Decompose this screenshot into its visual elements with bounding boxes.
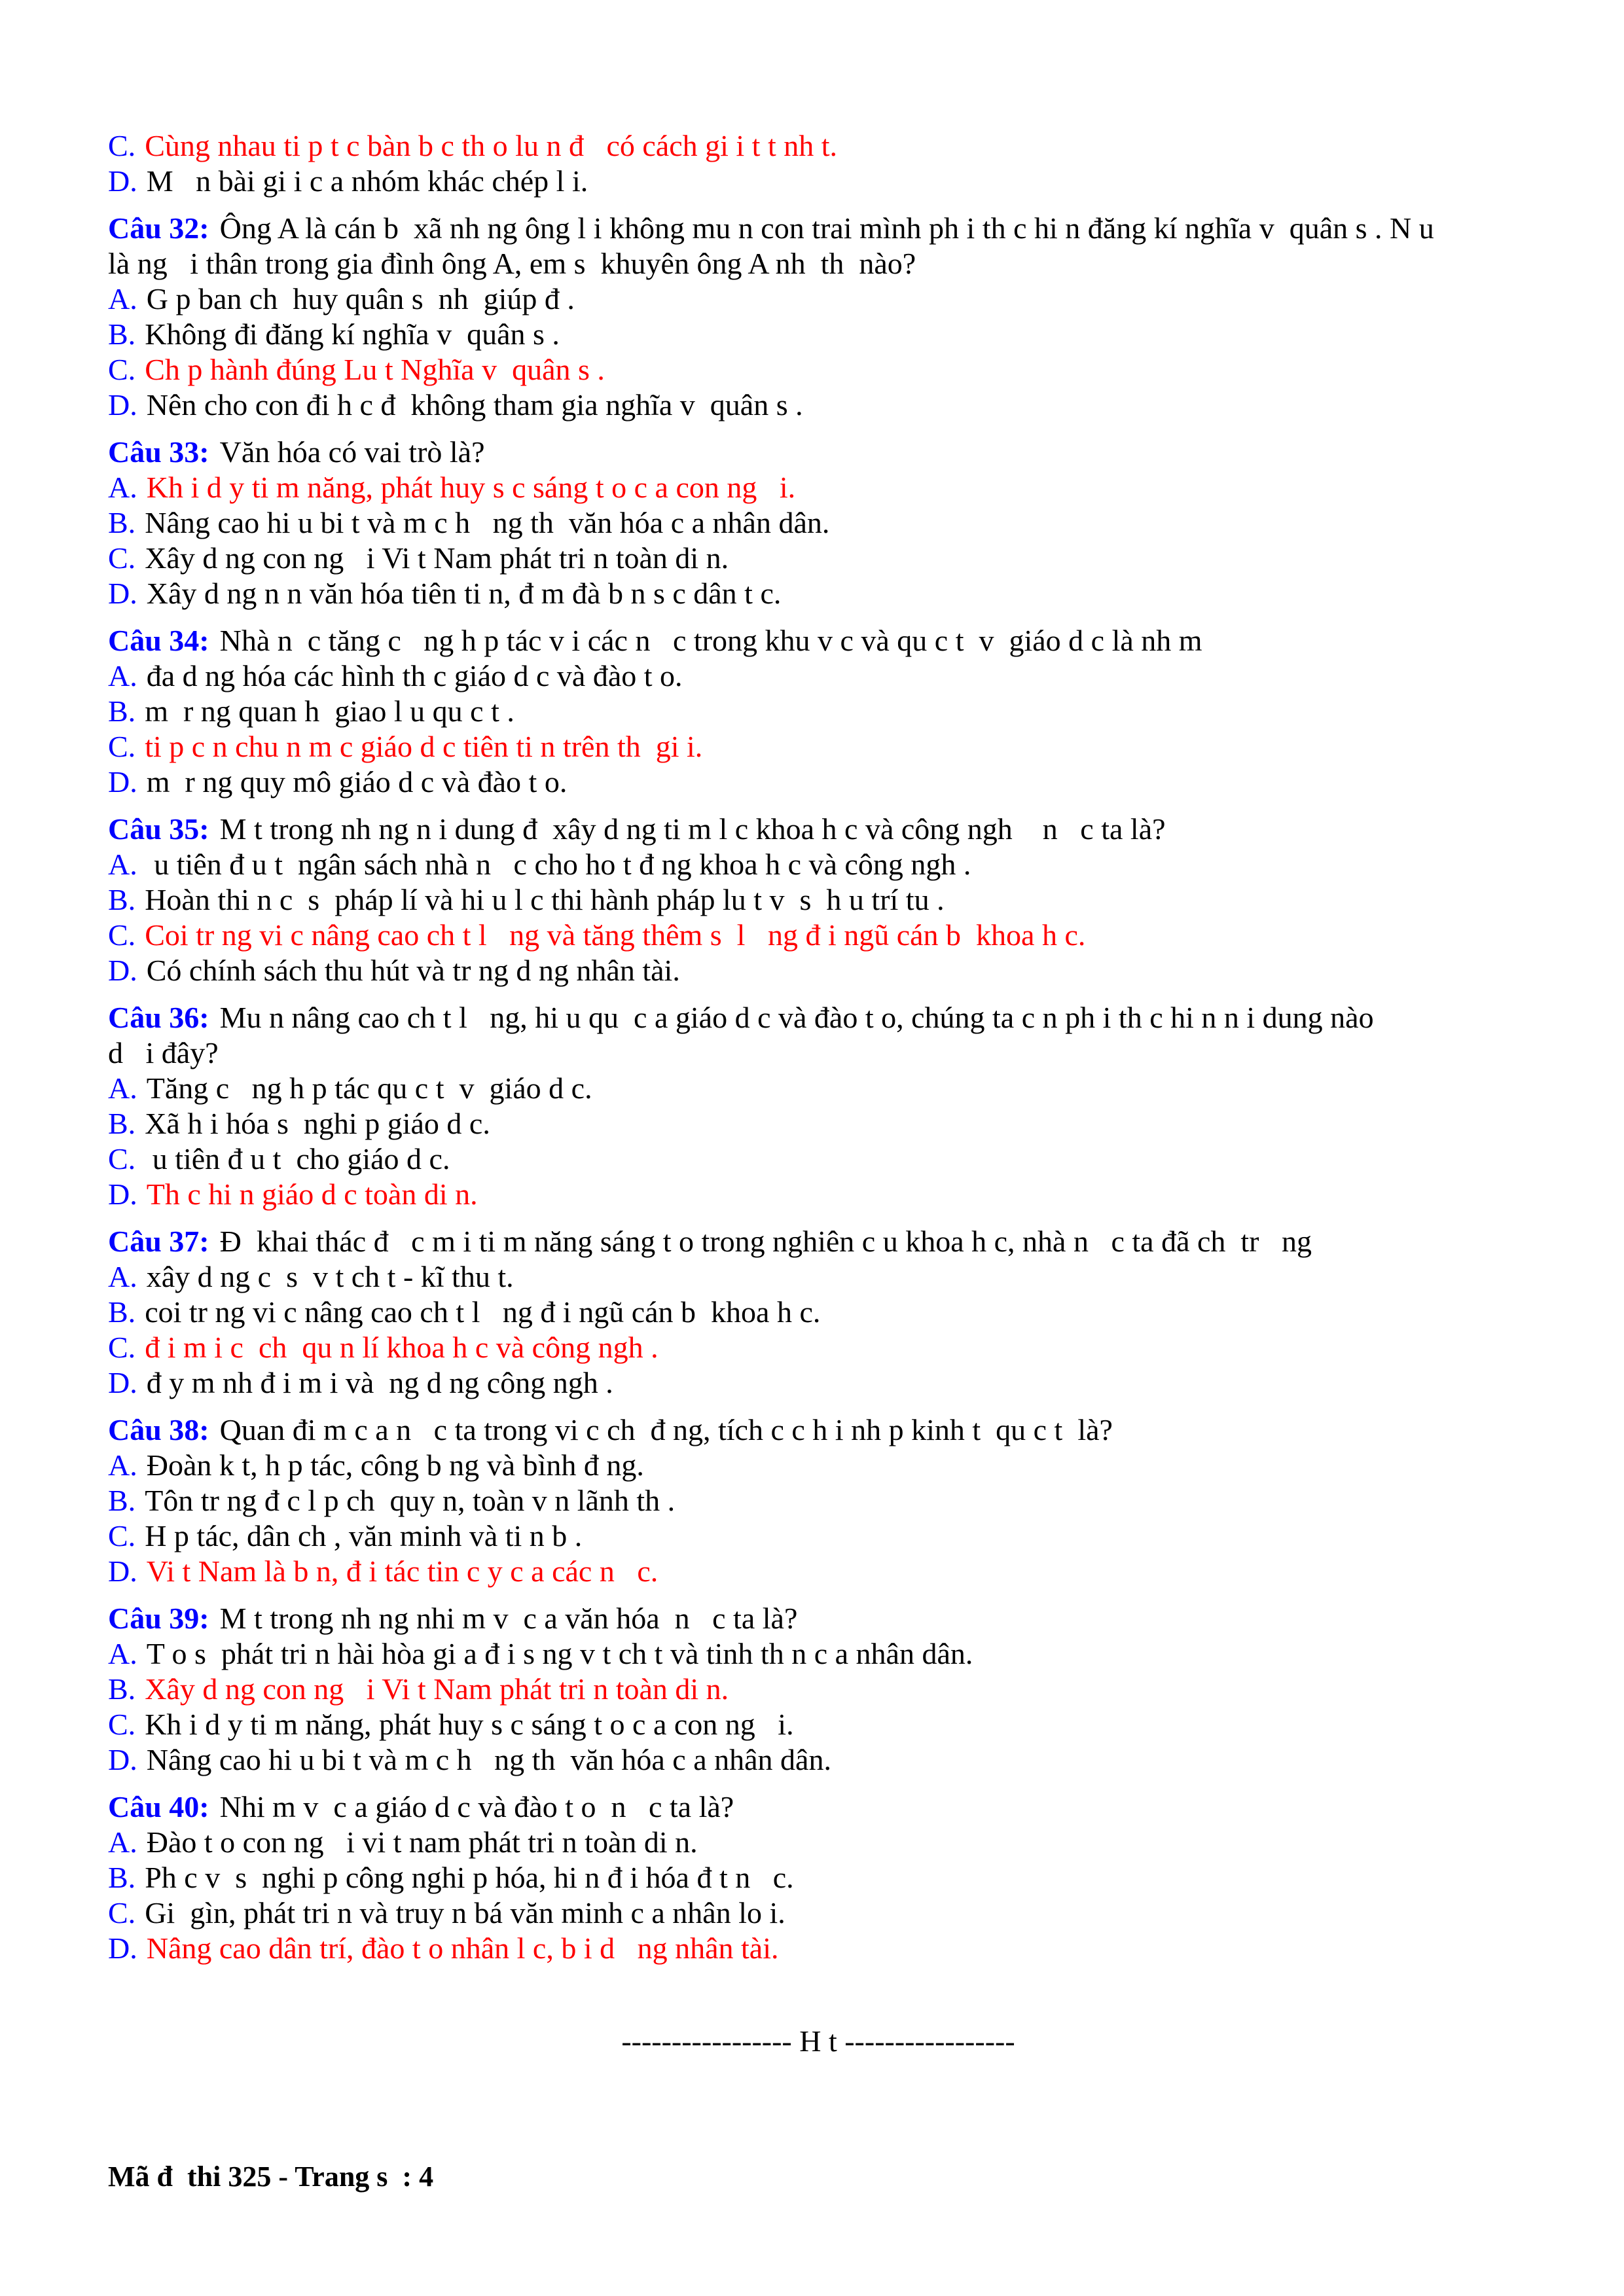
option-row <box>108 317 1528 352</box>
option-text: M n bài gi i c a nhóm khác chép l i. <box>146 164 588 198</box>
question-text-line: Quan đi m c a n c ta trong vi c ch đ ng, tích c c h i nh p kinh t qu c t là? <box>219 1413 1113 1446</box>
option-text: m r ng quy mô giáo d c và đào t o. <box>146 765 568 798</box>
option-row <box>108 387 1528 423</box>
option-row <box>108 1177 1528 1212</box>
option-text: T o s phát tri n hài hòa gi a đ i s ng v t ch t và tinh th n c a nhân dân. <box>146 1637 973 1670</box>
option-text: Đoàn k t, h p tác, công b ng và bình đ ng. <box>146 1448 644 1482</box>
end-separator: ----------------- H t ----------------- <box>621 2024 1015 2058</box>
question-first-line <box>108 812 1528 847</box>
option-text: Xây d ng con ng i Vi t Nam phát tri n toàn di n. <box>145 541 729 575</box>
page-footer: Mã đ thi 325 - Trang s : 4 <box>108 2161 434 2193</box>
option-letter: A. <box>108 1260 137 1293</box>
option-letter: B. <box>108 317 136 351</box>
question-label: Câu 37: <box>108 1225 209 1258</box>
question-first-line <box>108 1789 1528 1825</box>
option-row <box>108 541 1528 576</box>
option-text: coi tr ng vi c nâng cao ch t l ng đ i ngũ cán b khoa h c. <box>145 1295 821 1329</box>
option-letter: C. <box>108 541 136 575</box>
option-letter: B. <box>108 883 136 916</box>
option-text: Th c hi n giáo d c toàn di n. <box>146 1177 478 1211</box>
option-text: Đào t o con ng i vi t nam phát tri n toàn di n. <box>146 1825 698 1859</box>
option-text: G p ban ch huy quân s nh giúp đ . <box>146 282 575 315</box>
option-text: Vi t Nam là b n, đ i tác tin c y c a các n c. <box>146 1554 659 1588</box>
option-text: Nâng cao dân trí, đào t o nhân l c, b i d ng nhân tài. <box>146 1931 779 1965</box>
question-label: Câu 32: <box>108 211 209 245</box>
option-letter: C. <box>108 1708 136 1741</box>
option-text: Có chính sách thu hút và tr ng d ng nhân tài. <box>146 954 680 987</box>
option-row <box>108 164 1528 199</box>
question-label: Câu 35: <box>108 812 209 846</box>
option-text: Kh i d y ti m năng, phát huy s c sáng t o c a con ng i. <box>145 1708 794 1741</box>
question-label: Câu 38: <box>108 1413 209 1446</box>
option-row <box>108 128 1528 164</box>
question-block <box>108 812 1528 988</box>
question-block <box>108 128 1528 199</box>
option-letter: D. <box>108 388 137 422</box>
option-text: Xã h i hóa s nghi p giáo d c. <box>145 1107 490 1140</box>
question-text-line: là ng i thân trong gia đình ông A, em s khuyên ông A nh th nào? <box>108 247 916 280</box>
option-text: ti p c n chu n m c giáo d c tiên ti n trên th gi i. <box>145 730 703 763</box>
option-letter: A. <box>108 659 137 692</box>
option-row <box>108 1259 1528 1295</box>
question-label: Câu 36: <box>108 1001 209 1034</box>
question-text-line: M t trong nh ng n i dung đ xây d ng ti m l c khoa h c và công ngh n c ta là? <box>219 812 1166 846</box>
option-row <box>108 1141 1528 1177</box>
option-text: Nâng cao hi u bi t và m c h ng th văn hóa c a nhân dân. <box>146 1743 831 1776</box>
question-block <box>108 1789 1528 1966</box>
option-letter: A. <box>108 1825 137 1859</box>
question-first-line <box>108 623 1528 658</box>
question-text-line: Văn hóa có vai trò là? <box>219 435 485 469</box>
question-text-line: d i đây? <box>108 1036 219 1069</box>
option-letter: D. <box>108 954 137 987</box>
option-text: Ph c v s nghi p công nghi p hóa, hi n đ i hóa đ t n c. <box>145 1861 794 1894</box>
option-text: Coi tr ng vi c nâng cao ch t l ng và tăng thêm s l ng đ i ngũ cán b khoa h c. <box>145 918 1086 952</box>
option-row <box>108 1295 1528 1330</box>
question-first-line <box>108 1224 1528 1259</box>
option-row <box>108 1448 1528 1483</box>
question-first-line <box>108 435 1528 470</box>
option-row <box>108 1636 1528 1672</box>
question-first-line <box>108 1412 1528 1448</box>
question-text-line: Mu n nâng cao ch t l ng, hi u qu c a giáo d c và đào t o, chúng ta c n ph i th c hi n n i dung nào <box>219 1001 1374 1034</box>
option-text: H p tác, dân ch , văn minh và ti n b . <box>145 1519 583 1552</box>
option-letter: B. <box>108 1295 136 1329</box>
question-text-line: Nhi m v c a giáo d c và đào t o n c ta là? <box>219 1790 734 1823</box>
option-row <box>108 1071 1528 1106</box>
option-text: Nâng cao hi u bi t và m c h ng th văn hóa c a nhân dân. <box>145 506 830 539</box>
option-text: Xây d ng con ng i Vi t Nam phát tri n toàn di n. <box>145 1672 729 1706</box>
question-block <box>108 1601 1528 1778</box>
question-block <box>108 1000 1528 1212</box>
option-letter: C. <box>108 1142 136 1175</box>
question-block <box>108 211 1528 423</box>
option-letter: D. <box>108 1366 137 1399</box>
option-row <box>108 764 1528 800</box>
question-block <box>108 1412 1528 1589</box>
question-label: Câu 39: <box>108 1602 209 1635</box>
option-row <box>108 470 1528 505</box>
question-text-line: Nhà n c tăng c ng h p tác v i các n c trong khu v c và qu c t v giáo d c là nh m <box>219 624 1202 657</box>
option-letter: D. <box>108 164 137 198</box>
option-letter: B. <box>108 506 136 539</box>
option-text: Không đi đăng kí nghĩa v quân s . <box>145 317 560 351</box>
option-letter: C. <box>108 1331 136 1364</box>
option-letter: B. <box>108 1672 136 1706</box>
option-row <box>108 576 1528 611</box>
option-letter: A. <box>108 1071 137 1105</box>
option-row <box>108 352 1528 387</box>
option-text: Xây d ng n n văn hóa tiên ti n, đ m đà b n s c dân t c. <box>146 577 782 610</box>
option-letter: B. <box>108 1107 136 1140</box>
option-text: Tôn tr ng đ c l p ch quy n, toàn v n lãnh th . <box>145 1484 676 1517</box>
option-row <box>108 1707 1528 1742</box>
question-label: Câu 40: <box>108 1790 209 1823</box>
option-row <box>108 1518 1528 1554</box>
question-first-line <box>108 1000 1528 1035</box>
option-row <box>108 1742 1528 1778</box>
option-text: Nên cho con đi h c đ không tham gia nghĩa v quân s . <box>146 388 803 422</box>
option-letter: A. <box>108 1637 137 1670</box>
option-letter: C. <box>108 730 136 763</box>
option-letter: A. <box>108 848 137 881</box>
option-letter: D. <box>108 1554 137 1588</box>
option-letter: D. <box>108 1177 137 1211</box>
option-row <box>108 1106 1528 1141</box>
option-row <box>108 1672 1528 1707</box>
option-text: Cùng nhau ti p t c bàn b c th o lu n đ có cách gi i t t nh t. <box>145 129 838 162</box>
option-text: Tăng c ng h p tác qu c t v giáo d c. <box>146 1071 592 1105</box>
questions-root <box>108 128 1528 1966</box>
option-text: đ i m i c ch qu n lí khoa h c và công ngh . <box>145 1331 659 1364</box>
option-row <box>108 694 1528 729</box>
option-letter: C. <box>108 129 136 162</box>
option-text: Ch p hành đúng Lu t Nghĩa v quân s . <box>145 353 605 386</box>
question-block <box>108 623 1528 800</box>
option-row <box>108 729 1528 764</box>
option-row <box>108 847 1528 882</box>
option-text: Kh i d y ti m năng, phát huy s c sáng t o c a con ng i. <box>146 471 796 504</box>
option-letter: A. <box>108 471 137 504</box>
option-row <box>108 918 1528 953</box>
question-label: Câu 33: <box>108 435 209 469</box>
option-row <box>108 1330 1528 1365</box>
option-letter: C. <box>108 918 136 952</box>
question-text-line: Đ khai thác đ c m i ti m năng sáng t o trong nghiên c u khoa h c, nhà n c ta đã ch tr ng <box>219 1225 1312 1258</box>
option-row <box>108 882 1528 918</box>
option-text: Gi gìn, phát tri n và truy n bá văn minh c a nhân lo i. <box>145 1896 785 1929</box>
option-text: u tiên đ u t ngân sách nhà n c cho ho t đ ng khoa h c và công ngh . <box>146 848 971 881</box>
option-row <box>108 953 1528 988</box>
option-text: đa d ng hóa các hình th c giáo d c và đào t o. <box>146 659 683 692</box>
option-text: m r ng quan h giao l u qu c t . <box>145 694 514 728</box>
option-letter: B. <box>108 1484 136 1517</box>
question-block <box>108 1224 1528 1401</box>
option-row <box>108 1483 1528 1518</box>
option-text: u tiên đ u t cho giáo d c. <box>145 1142 450 1175</box>
option-letter: D. <box>108 1743 137 1776</box>
question-label: Câu 34: <box>108 624 209 657</box>
option-letter: A. <box>108 1448 137 1482</box>
option-letter: C. <box>108 353 136 386</box>
option-text: đ y m nh đ i m i và ng d ng công ngh . <box>146 1366 613 1399</box>
question-block <box>108 435 1528 611</box>
option-row <box>108 1895 1528 1931</box>
option-text: Hoàn thi n c s pháp lí và hi u l c thi hành pháp lu t v s h u trí tu . <box>145 883 945 916</box>
option-row <box>108 1860 1528 1895</box>
option-row <box>108 658 1528 694</box>
option-letter: B. <box>108 694 136 728</box>
option-row <box>108 1554 1528 1589</box>
option-letter: D. <box>108 577 137 610</box>
option-text: xây d ng c s v t ch t - kĩ thu t. <box>146 1260 514 1293</box>
question-first-line <box>108 1601 1528 1636</box>
option-letter: C. <box>108 1896 136 1929</box>
option-row <box>108 505 1528 541</box>
option-letter: A. <box>108 282 137 315</box>
question-first-line <box>108 211 1528 246</box>
option-row <box>108 281 1528 317</box>
option-letter: D. <box>108 765 137 798</box>
option-row <box>108 1825 1528 1860</box>
exam-page-content <box>108 128 1528 2059</box>
option-row <box>108 1365 1528 1401</box>
option-letter: C. <box>108 1519 136 1552</box>
question-text-line: Ông A là cán b xã nh ng ông l i không mu n con trai mình ph i th c hi n đăng kí nghĩa v quân s . N u <box>219 211 1434 245</box>
option-letter: D. <box>108 1931 137 1965</box>
option-row <box>108 1931 1528 1966</box>
option-letter: B. <box>108 1861 136 1894</box>
question-text-line: M t trong nh ng nhi m v c a văn hóa n c ta là? <box>219 1602 798 1635</box>
